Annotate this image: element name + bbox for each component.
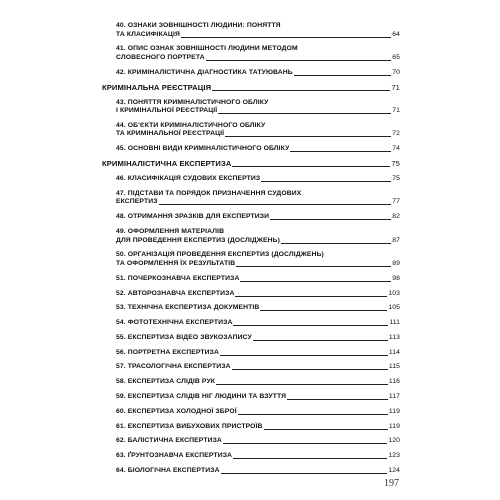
toc-entry	[100, 122, 400, 139]
toc-entry-text: 46. КЛАСИФІКАЦІЯ СУДОВИХ ЕКСПЕРТИЗ	[116, 175, 261, 183]
toc-page-number: 123	[388, 452, 400, 460]
toc-entry	[100, 175, 400, 184]
leader-line	[264, 429, 388, 430]
toc-page-number: 89	[392, 259, 400, 267]
toc-entry-text: 45. ОСНОВНІ ВИДИ КРИМІНАЛІСТИЧНОГО ОБЛІКУ	[116, 145, 290, 153]
toc-entry-text: 59. ЕКСПЕРТИЗА СЛІДІВ НІГ ЛЮДИНИ ТА ВЗУТТЯ	[116, 392, 287, 400]
toc-entry-text: 40. ОЗНАКИ ЗОВНІШНОСТІ ЛЮДИНИ: ПОНЯТТЯ	[116, 22, 281, 29]
leader-line	[212, 90, 390, 91]
toc-section-heading	[100, 84, 400, 93]
toc-entry	[100, 190, 400, 207]
toc-entry	[100, 349, 400, 358]
toc-entry-text: 49. ОФОРМЛЕННЯ МАТЕРІАЛІВ	[116, 227, 225, 235]
toc-entry-text: 52. АВТОРОЗНАВЧА ЕКСПЕРТИЗА	[116, 289, 235, 297]
toc-entry-text: КРИМІНАЛЬНА РЕЄСТРАЦІЯ	[102, 82, 212, 92]
toc-entry	[100, 319, 400, 328]
toc-entry-text: 43. ПОНЯТТЯ КРИМІНАЛІСТИЧНОГО ОБЛІКУ	[116, 98, 269, 106]
toc-entry-text: СЛОВЕСНОГО ПОРТРЕТА	[116, 53, 205, 61]
toc-page-number: 124	[388, 466, 400, 474]
toc-entry-text: 53. ТЕХНІЧНА ЕКСПЕРТИЗА ДОКУМЕНТІВ	[116, 304, 260, 312]
toc-entry-text: 41. ОПИС ОЗНАК ЗОВНІШНОСТІ ЛЮДИНИ МЕТОДОМ	[116, 45, 298, 53]
toc-entry-text: І КРИМІНАЛЬНОЇ РЕЄСТРАЦІЇ	[116, 107, 218, 115]
leader-line	[261, 181, 391, 182]
leader-line	[181, 37, 391, 38]
toc-entry	[100, 423, 400, 432]
toc-entry-text: 42. КРИМІНАЛІСТИЧНА ДІАГНОСТИКА ТАТУЮВАНЬ	[116, 68, 293, 76]
toc-page-number: 82	[392, 213, 400, 221]
leader-line	[220, 355, 388, 356]
toc-page-number: 64	[392, 30, 400, 38]
leader-line	[253, 340, 388, 341]
toc-entry-text: ТА КРИМІНАЛЬНОЇ РЕЄСТРАЦІЇ	[116, 130, 225, 138]
toc-page-number: 71	[392, 107, 400, 115]
table-of-contents	[100, 22, 400, 482]
leader-line	[238, 414, 388, 415]
leader-line	[225, 136, 391, 137]
toc-page-number: 74	[392, 145, 400, 153]
toc-page-number: 105	[388, 304, 400, 312]
toc-entry-text: 63. ҐРУНТОЗНАВЧА ЕКСПЕРТИЗА	[116, 452, 233, 460]
toc-page-number: 114	[388, 348, 400, 356]
leader-line	[159, 204, 392, 205]
toc-page-number: 117	[388, 392, 400, 400]
toc-entry	[100, 378, 400, 387]
page-number: 197	[384, 478, 399, 489]
toc-entry	[100, 22, 400, 39]
toc-entry-text: 51. ПОЧЕРКОЗНАВЧА ЕКСПЕРТИЗА	[116, 274, 240, 282]
toc-entry-text: 61. ЕКСПЕРТИЗА ВИБУХОВИХ ПРИСТРОЇВ	[116, 422, 263, 430]
toc-entry	[100, 45, 400, 62]
toc-entry	[100, 213, 400, 222]
toc-entry	[100, 275, 400, 284]
toc-entry-text: 54. ФОТОТЕХНІЧНА ЕКСПЕРТИЗА	[116, 319, 233, 327]
leader-line	[232, 166, 390, 167]
leader-line	[260, 310, 387, 311]
toc-entry-text: 57. ТРАСОЛОГІЧНА ЕКСПЕРТИЗА	[116, 363, 231, 371]
toc-page-number: 77	[392, 198, 400, 206]
toc-entry	[100, 304, 400, 313]
toc-page-number: 70	[392, 68, 400, 76]
toc-page-number: 103	[388, 289, 400, 297]
toc-entry	[100, 334, 400, 343]
leader-line	[294, 75, 392, 76]
toc-entry	[100, 99, 400, 116]
toc-entry-text: 48. ОТРИМАННЯ ЗРАЗКІВ ДЛЯ ЕКСПЕРТИЗИ	[116, 213, 270, 221]
toc-entry-text: 55. ЕКСПЕРТИЗА ВІДЕО ЗВУКОЗАПИСУ	[116, 333, 252, 341]
toc-entry-text: 50. ОРГАНІЗАЦІЯ ПРОВЕДЕННЯ ЕКСПЕРТИЗ (ДОСЛІДЖЕНЬ)	[116, 251, 324, 259]
leader-line	[218, 113, 391, 114]
leader-line	[240, 281, 391, 282]
toc-entry	[100, 467, 400, 476]
toc-entry	[100, 437, 400, 446]
toc-entry	[100, 251, 400, 268]
toc-entry-text: КРИМІНАЛІСТИЧНА ЕКСПЕРТИЗА	[102, 159, 232, 169]
leader-line	[290, 151, 391, 152]
toc-entry-text: 44. ОБ'ЄКТИ КРИМІНАЛІСТИЧНОГО ОБЛІКУ	[116, 121, 266, 129]
leader-line	[233, 458, 387, 459]
toc-page-number: 98	[392, 274, 400, 282]
toc-page-number: 119	[388, 422, 400, 430]
toc-page-number: 113	[388, 333, 400, 341]
toc-section-heading	[100, 160, 400, 169]
toc-page-number: 75	[391, 159, 400, 169]
toc-entry	[100, 452, 400, 461]
toc-page-number: 119	[388, 407, 400, 415]
leader-line	[281, 243, 391, 244]
toc-entry	[100, 145, 400, 154]
toc-entry-text: 64. БІОЛОГІЧНА ЕКСПЕРТИЗА	[116, 466, 220, 474]
leader-line	[206, 60, 392, 61]
toc-entry	[100, 408, 400, 417]
toc-page-number: 115	[388, 363, 400, 371]
toc-page-number: 72	[392, 130, 400, 138]
leader-line	[235, 296, 387, 297]
toc-entry-text: ТА ОФОРМЛЕННЯ ЇХ РЕЗУЛЬТАТІВ	[116, 259, 236, 267]
leader-line	[221, 473, 388, 474]
leader-line	[216, 384, 388, 385]
leader-line	[223, 443, 387, 444]
toc-page-number: 116	[388, 378, 400, 386]
toc-page-number: 71	[391, 82, 400, 92]
leader-line	[270, 219, 391, 220]
leader-line	[233, 325, 388, 326]
toc-page-number: 111	[389, 319, 400, 327]
toc-entry-text: 58. ЕКСПЕРТИЗА СЛІДІВ РУК	[116, 378, 216, 386]
toc-entry	[100, 69, 400, 78]
toc-entry-text: 60. ЕКСПЕРТИЗА ХОЛОДНОЇ ЗБРОЇ	[116, 407, 237, 415]
leader-line	[232, 369, 388, 370]
toc-entry	[100, 290, 400, 299]
toc-entry-text: 62. БАЛІСТИЧНА ЕКСПЕРТИЗА	[116, 437, 222, 445]
leader-line	[287, 399, 388, 400]
toc-page-number: 65	[392, 53, 400, 61]
toc-entry	[100, 363, 400, 372]
toc-entry-text: 47. ПІДСТАВИ ТА ПОРЯДОК ПРИЗНАЧЕННЯ СУДОВИХ	[116, 189, 302, 197]
toc-entry	[100, 228, 400, 245]
toc-entry	[100, 393, 400, 402]
toc-page-number: 120	[388, 437, 400, 445]
toc-entry-text: ДЛЯ ПРОВЕДЕННЯ ЕКСПЕРТИЗ (ДОСЛІДЖЕНЬ)	[116, 236, 281, 244]
toc-entry-text: ЕКСПЕРТИЗ	[116, 198, 158, 206]
toc-entry-text: ТА КЛАСИФІКАЦІЯ	[116, 30, 180, 38]
leader-line	[236, 266, 391, 267]
toc-entry-text: 56. ПОРТРЕТНА ЕКСПЕРТИЗА	[116, 348, 219, 356]
toc-page-number: 87	[392, 236, 400, 244]
toc-page-number: 75	[392, 175, 400, 183]
